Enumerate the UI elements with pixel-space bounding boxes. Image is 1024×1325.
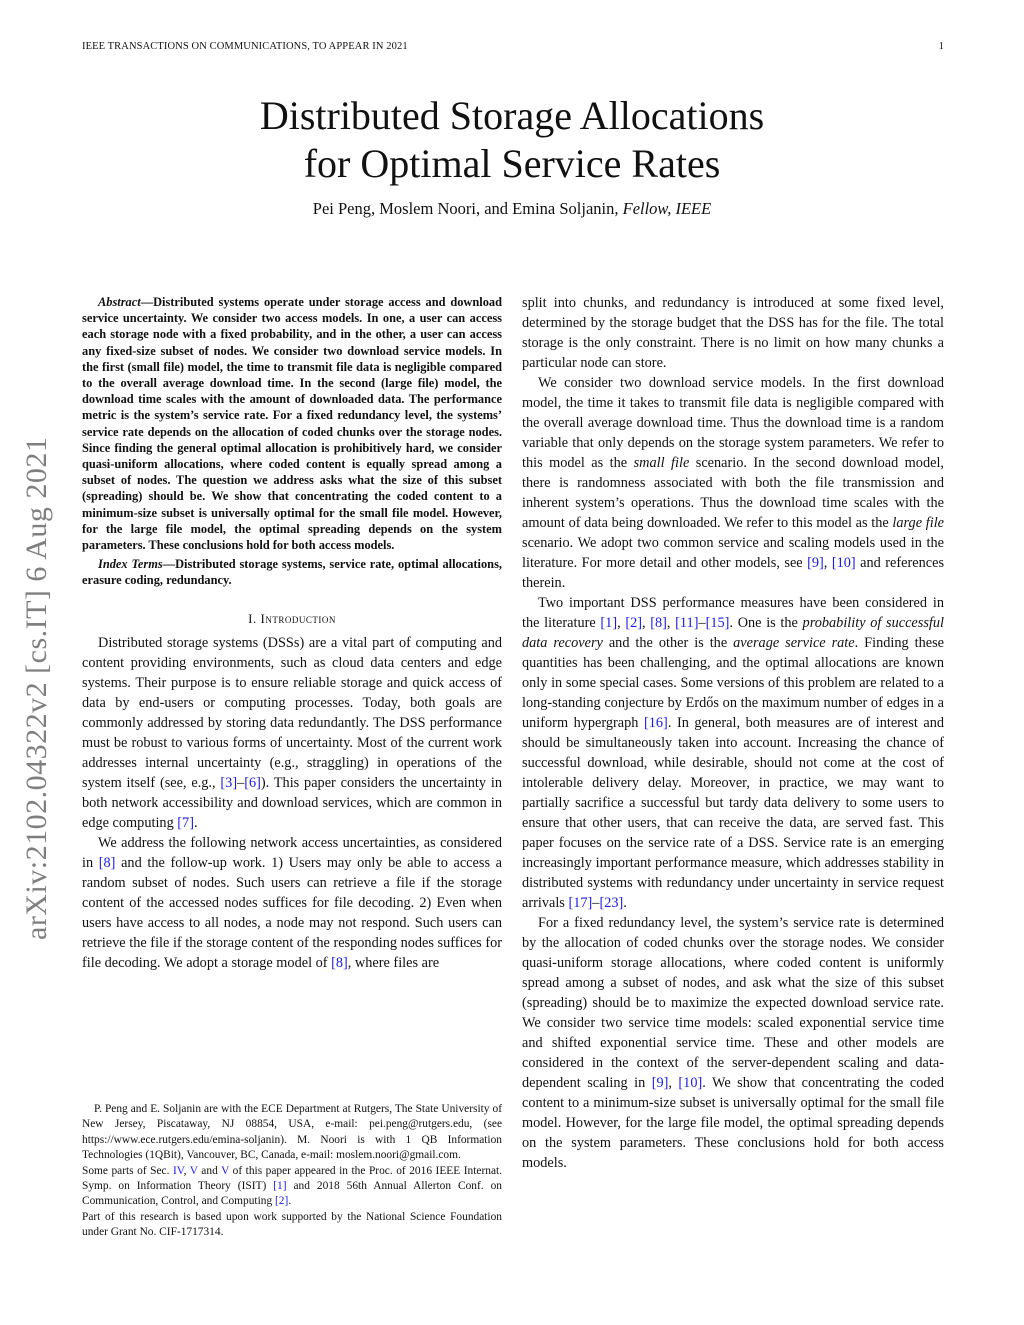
title-line-1: Distributed Storage Allocations xyxy=(259,93,765,138)
right-paragraph-3 xyxy=(522,593,944,913)
text-run: , where files are xyxy=(347,954,440,971)
text-run: , xyxy=(642,615,651,631)
text-run: , xyxy=(823,555,832,571)
text-run: Distributed storage systems (DSSs) are a vital part of computing and content providing environments, such as cloud data centers and edge systems. Their purpose is to ensure reliable storage and quick access of data by end-users or computing processes. Today, both goals are commonly addressed by storing data redundantly. The DSS performance must be robust to various forms of uncertainty. Most of the current work addresses internal uncertainty (e.g., straggling) in operations of the system itself (see, e.g., xyxy=(82,634,502,791)
text-run: . One is the xyxy=(729,615,803,631)
citation-link[interactable]: [10] xyxy=(678,1075,703,1091)
text-run: ). This paper considers the uncertainty in both network accessibility and download services, which are common in edge computing xyxy=(82,774,502,831)
text-run: . We show that concentrating the coded content to a minimum-size subset is universally optimal for the small file model. However, for the large file model, the optimal spreading depends on the system parameters. These conclusions hold for both access models. xyxy=(522,1075,944,1171)
index-terms xyxy=(82,556,502,588)
citation-link[interactable]: [6] xyxy=(244,774,261,791)
footnote-prior-publication xyxy=(82,1164,502,1210)
author-grade: Fellow, IEEE xyxy=(622,199,712,218)
text-run: For a fixed redundancy level, the system’s service rate is determined by the allocation of coded chunks over the storage nodes. We consider quasi-uniform storage allocations, where coded content is uniformly spread among a subset of nodes, and ask what the size of this subset (spreading) should be to maximize the expected download service rate. We consider two service time models: scaled exponential service time and shifted exponential service time. These and other models are considered in the context of the server-dependent scaling and data-dependent scaling in xyxy=(522,915,944,1091)
text-run: scenario. In the second download model, there is randomness associated with both the file transmission and inherent system’s operations. Thus the download time scales with the amount of data being downloaded. We refer to this model as the xyxy=(522,455,944,531)
section-link[interactable]: V xyxy=(221,1164,230,1177)
text-run: and references therein. xyxy=(522,555,945,591)
abstract xyxy=(82,294,502,553)
footnote-funding: Part of this research is based upon work supported by the National Science Foundation under Grant No. CIF-1717314. xyxy=(82,1210,502,1239)
citation-link[interactable]: [9] xyxy=(651,1075,669,1091)
text-run: and 2018 56th Annual Allerton Conf. on Communication, Control, and Computing xyxy=(82,1180,503,1208)
right-paragraph-2 xyxy=(522,373,944,593)
paper-title xyxy=(0,92,1024,188)
citation-link[interactable]: [1] xyxy=(273,1180,287,1193)
emphasis: small file xyxy=(633,455,690,471)
title-line-2: for Optimal Service Rates xyxy=(303,141,721,186)
text-run: We address the following network access uncertainties, as considered in xyxy=(82,834,502,871)
right-paragraph-4 xyxy=(522,913,944,1173)
citation-link[interactable]: [23] xyxy=(599,895,624,911)
index-terms-lead: Index Terms xyxy=(98,557,163,572)
citation-link[interactable]: [10] xyxy=(831,555,856,571)
emphasis: large file xyxy=(892,515,945,531)
text-run: , xyxy=(666,615,676,631)
text-run: of this paper appeared in the Proc. of 2016 IEEE Internat. Symp. on Information Theory (ISIT) xyxy=(82,1164,503,1193)
citation-link[interactable]: [8] xyxy=(650,615,667,631)
text-run: . xyxy=(288,1195,292,1208)
right-column xyxy=(522,293,944,1173)
text-run: , xyxy=(617,615,626,631)
citation-link[interactable]: [15] xyxy=(705,615,730,631)
section-numeral: I. xyxy=(248,610,261,626)
text-run: and the follow-up work. 1) Users may only be able to access a random subset of nodes. Such users can retrieve a file if the storage content of the accessed nodes suffices for file decoding. 2) Even when users have access to all nodes, a node may not respond. Such users can retrieve the file if the storage content of the responding nodes suffices for file decoding. We adopt a storage model of xyxy=(82,854,502,971)
emphasis: average service rate xyxy=(733,635,855,651)
citation-link[interactable]: [1] xyxy=(600,615,618,631)
citation-link[interactable]: [17] xyxy=(568,895,593,911)
section-heading-introduction xyxy=(82,611,502,627)
footnote-affiliations: P. Peng and E. Soljanin are with the ECE Department at Rutgers, The State University of New Jersey, Piscataway, NJ 08854, USA, e-mail: pei.peng@rutgers.edu, (see https://www.ece.rutgers.edu/emina-soljanin). M. Noori is with 1 QB Information Technologies (1QBit), Vancouver, BC, Canada, e-mail: moslem.noori@gmail.com. xyxy=(82,1103,502,1162)
abstract-text: —Distributed systems operate under storage access and download service uncertainty. We consider two access models. In one, a user can access each storage node with a fixed probability, and in the other, a user can access any fixed-size subset of nodes. We consider two download service models. In the first (small file) model, the time to transmit file data is negligible compared to the overall average download time. In the second (large file) model, the download time scales with the amount of downloaded data. The performance metric is the system’s service rate. For a fixed redundancy level, the systems’ service rate depends on the allocation of coded chunks over the storage nodes. Since finding the general optimal allocation is prohibitively hard, we consider quasi-uniform allocations, where coded content is equally spread among a subset of nodes. The question we address asks what the size of this subset (spreading) should be. We show that concentrating the coded content to a minimum-size subset is universally optimal for the small file model. However, for the large file model, the optimal spreading depends on the system parameters. These conclusions hold for both access models. xyxy=(82,295,502,553)
citation-link[interactable]: [9] xyxy=(807,555,824,571)
right-paragraph-1: split into chunks, and redundancy is introduced at some fixed level, determined by the storage budget that the DSS has for the file. The total storage is the only constraint. There is no limit on how many chunks a particular node can store. xyxy=(522,295,944,371)
index-terms-text: —Distributed storage systems, service rate, optimal allocations, erasure coding, redundancy. xyxy=(82,557,502,588)
arxiv-identifier-stamp: arXiv:2102.04322v2 [cs.IT] 6 Aug 2021 xyxy=(20,436,53,940)
intro-paragraph-2 xyxy=(82,833,502,973)
text-run: scenario. We adopt two common service and scaling models used in the literature. For more detail and other models, see xyxy=(522,535,944,571)
left-column xyxy=(82,294,502,973)
text-run: – xyxy=(698,615,706,631)
text-run: and the other is the xyxy=(602,635,734,651)
text-run: Two important DSS performance measures have been considered in the literature xyxy=(522,595,944,631)
section-link[interactable]: IV xyxy=(173,1164,184,1177)
text-run: We consider two download service models. In the first download model, the time it takes to transmit file data is negligible compared with the overall average download time. Thus the download time is a random variable that only depends on the storage system parameters. We refer to this model as the xyxy=(522,375,944,471)
citation-link[interactable]: [3] xyxy=(220,774,238,791)
text-run: . Finding these quantities has been challenging, and the optimal allocations are known only in some special cases. Some versions of this problem are related to a long-standing conjecture by Erdős on the maximum number of edges in a uniform hypergraph xyxy=(522,635,945,731)
citation-link[interactable]: [2] xyxy=(625,615,642,631)
running-head xyxy=(82,41,944,57)
abstract-lead: Abstract xyxy=(98,295,141,309)
citation-link[interactable]: [7] xyxy=(177,814,194,831)
text-run: and xyxy=(197,1164,222,1177)
citation-link[interactable]: [2] xyxy=(275,1195,289,1208)
text-run: – xyxy=(237,774,245,791)
section-link[interactable]: V xyxy=(189,1164,198,1177)
author-list xyxy=(0,199,1024,219)
citation-link[interactable]: [16] xyxy=(644,715,668,731)
author-names: Pei Peng, Moslem Noori, and Emina Soljanin, xyxy=(312,199,619,218)
text-run: , xyxy=(668,1075,679,1091)
citation-link[interactable]: [8] xyxy=(331,954,348,971)
page-number: 1 xyxy=(938,41,944,52)
text-run: , xyxy=(183,1164,190,1177)
text-run: . In general, both measures are of interest and should be simultaneously taken into account. Increasing the chance of successful download, while desirable, should not come at the cost of intolerable delivery delay. Moreover, in practice, we may want to partially sacrifice a successful but tardy data delivery to some users to ensure that other users, that can receive the data, are served fast. This paper focuses on the service rate of a DSS. Service rate is an emerging increasingly important performance measure, which addresses stability in distributed systems with redundancy under uncertainty in service request arrivals xyxy=(522,715,944,911)
emphasis: probability of successful data recovery xyxy=(522,615,944,651)
journal-running-title: IEEE TRANSACTIONS ON COMMUNICATIONS, TO APPEAR IN 2021 xyxy=(82,41,408,52)
citation-link[interactable]: [8] xyxy=(98,854,116,871)
footnotes xyxy=(82,1102,502,1241)
text-run: . xyxy=(193,814,198,831)
text-run: . xyxy=(623,895,627,911)
text-run: – xyxy=(592,895,600,911)
text-run: Some parts of Sec. xyxy=(82,1164,173,1177)
intro-paragraph-1 xyxy=(82,633,502,833)
citation-link[interactable]: [11] xyxy=(675,615,699,631)
section-title: Introduction xyxy=(260,610,336,626)
